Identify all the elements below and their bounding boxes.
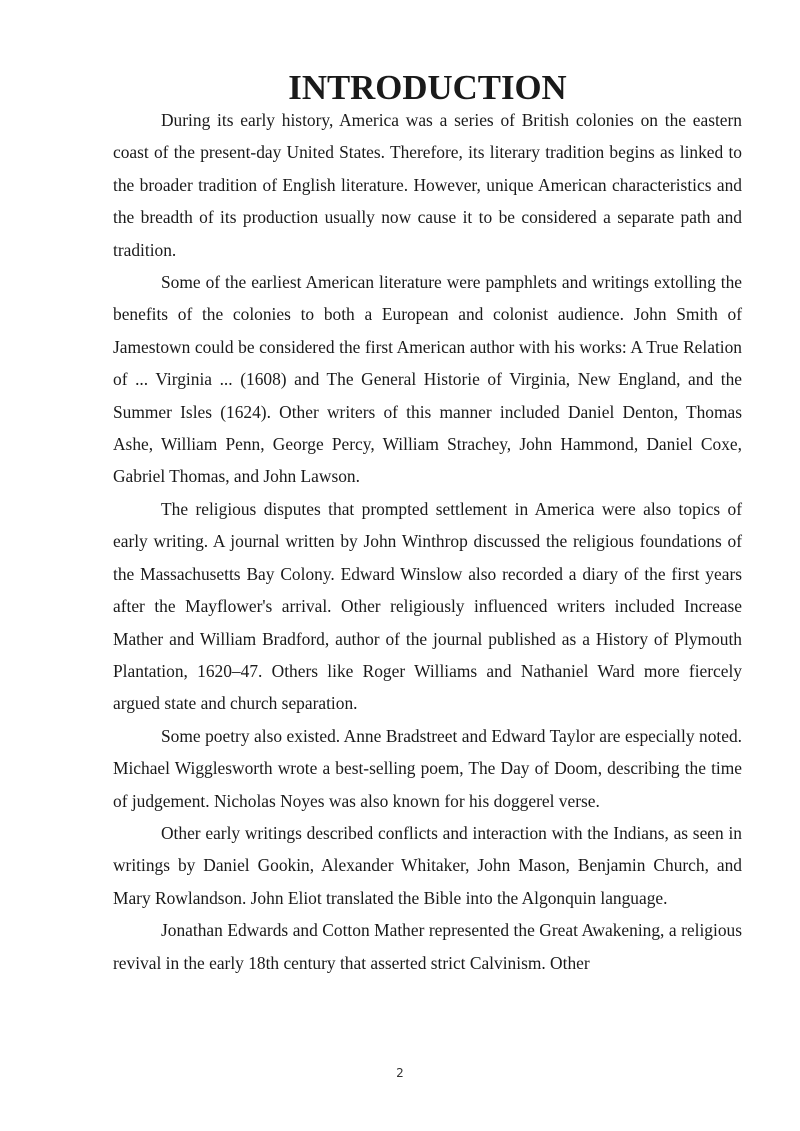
paragraph-1: During its early history, America was a series of British colonies on the eastern coast of the present-day United States. Therefore, its literary tradition begins as linked to the broader tradition of English literature. However, unique American characteristics and the breadth of its production usually now cause it to be considered a separate path and tradition.: [113, 110, 742, 260]
paragraph-6: Jonathan Edwards and Cotton Mather represented the Great Awakening, a religious revival in the early 18th century that asserted strict Calvinism. Other: [113, 920, 742, 973]
paragraph-4: Some poetry also existed. Anne Bradstreet and Edward Taylor are especially noted. Michael Wigglesworth wrote a best-selling poem, The Day of Doom, describing the time of judgement. Nicholas Noyes was also known for his doggerel verse.: [113, 725, 742, 811]
paragraph-2: Some of the earliest American literature were pamphlets and writings extolling the benefits of the colonies to both a European and colonist audience. John Smith of Jamestown could be considered the first American author with his works: A True Relation of ... Virginia ... (1608) and The General Historie of Virginia, New England, and the Summer Isles (1624). Other writers of this manner included Daniel Denton, Thomas Ashe, William Penn, George Percy, William Strachey, John Hammond, Daniel Coxe, Gabriel Thomas, and John Lawson.: [113, 272, 742, 487]
page-title: INTRODUCTION: [288, 68, 567, 107]
paragraph-3: The religious disputes that prompted settlement in America were also topics of early writing. A journal written by John Winthrop discussed the religious foundations of the Massachusetts Bay Colony. Edward Winslow also recorded a diary of the first years after the Mayflower's arrival. Other religiously influenced writers included Increase Mather and William Bradford, author of the journal published as a History of Plymouth Plantation, 1620–47. Others like Roger Williams and Nathaniel Ward more fiercely argued state and church separation.: [113, 498, 742, 714]
paragraph-5: Other early writings described conflicts and interaction with the Indians, as seen in writings by Daniel Gookin, Alexander Whitaker, John Mason, Benjamin Church, and Mary Rowlandson. John Eliot translated the Bible into the Algonquin language.: [113, 822, 742, 908]
page-number: 2: [396, 1066, 404, 1080]
document-page: [113, 68, 742, 979]
